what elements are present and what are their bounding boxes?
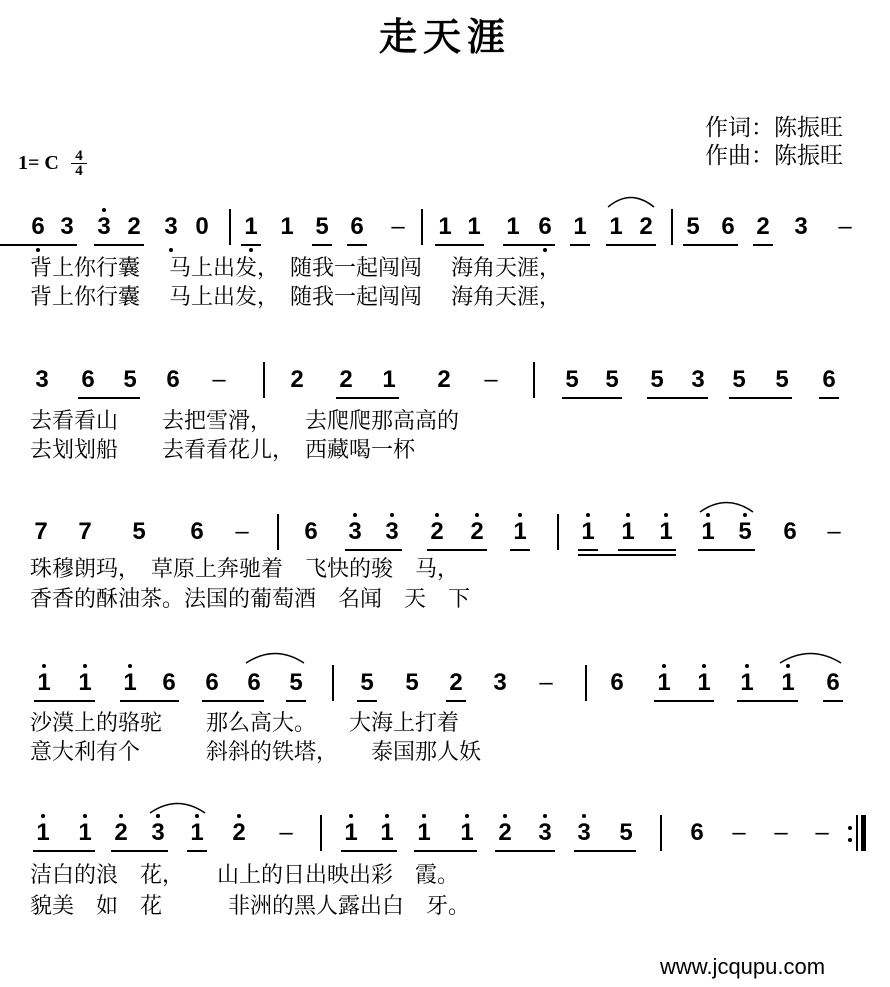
note: 1 [36, 819, 50, 846]
octave-up-dot [102, 208, 106, 212]
note: 5 [605, 366, 619, 393]
key-signature: 1= C [18, 152, 59, 174]
repeat-dot [848, 826, 852, 830]
sustain-dash: – [827, 518, 841, 545]
note: 6 [538, 213, 552, 240]
repeat-dot [848, 838, 852, 842]
note: 7 [34, 518, 48, 545]
note: 2 [756, 213, 770, 240]
note: 2 [290, 366, 304, 393]
octave-up-dot [743, 513, 747, 517]
eighth-underline [202, 700, 264, 702]
note: 1 [78, 819, 92, 846]
barline [277, 514, 279, 550]
note: 1 [280, 213, 294, 240]
note: 3 [60, 213, 74, 240]
barline [332, 665, 334, 701]
octave-up-dot [349, 814, 353, 818]
octave-up-dot [128, 664, 132, 668]
lyric-line: 珠穆朗玛， 草原上奔驰着 飞快的骏 马， [30, 557, 460, 582]
lyric-line: 背上你行囊 马上出发， 随我一起闯闯 海角天涯， [30, 285, 561, 310]
octave-up-dot [786, 664, 790, 668]
barline [421, 209, 423, 245]
eighth-underline [347, 244, 367, 246]
note: 7 [78, 518, 92, 545]
lyric-line: 沙漠上的骆驼 那么高大。 大海上打着 [30, 711, 460, 736]
note: 3 [577, 819, 591, 846]
note: 3 [691, 366, 705, 393]
barline [856, 815, 858, 851]
octave-up-dot [582, 814, 586, 818]
note: 5 [732, 366, 746, 393]
sustain-dash: – [484, 366, 498, 393]
eighth-underline [606, 244, 656, 246]
note: 1 [344, 819, 358, 846]
lyricist-credit: 作词：陈振旺 [705, 115, 843, 141]
note: 5 [565, 366, 579, 393]
sustain-dash: – [838, 213, 852, 240]
slur [244, 650, 306, 664]
note: 5 [775, 366, 789, 393]
eighth-underline [729, 397, 792, 399]
note: 5 [619, 819, 633, 846]
note: 2 [470, 518, 484, 545]
note: 1 [513, 518, 527, 545]
eighth-underline [241, 244, 261, 246]
barline [585, 665, 587, 701]
note: 6 [166, 366, 180, 393]
eighth-underline [120, 700, 179, 702]
barline [229, 209, 231, 245]
lyric-line: 意大利有个 斜斜的铁塔， 泰国那人妖 [30, 740, 482, 765]
note: 6 [304, 518, 318, 545]
eighth-underline [111, 850, 168, 852]
note: 1 [573, 213, 587, 240]
eighth-underline [823, 700, 843, 702]
barline [557, 514, 559, 550]
note: 6 [690, 819, 704, 846]
octave-down-dot [36, 248, 40, 252]
note: 2 [430, 518, 444, 545]
note: 6 [81, 366, 95, 393]
note: 3 [538, 819, 552, 846]
barline [671, 209, 673, 245]
note: 3 [151, 819, 165, 846]
barline [320, 815, 322, 851]
note: 2 [127, 213, 141, 240]
note: 1 [78, 669, 92, 696]
note: 1 [123, 669, 137, 696]
note: 1 [581, 518, 595, 545]
note: 5 [315, 213, 329, 240]
octave-up-dot [390, 513, 394, 517]
note: 1 [460, 819, 474, 846]
eighth-underline [336, 397, 399, 399]
eighth-underline [683, 244, 738, 246]
eighth-underline [570, 244, 590, 246]
note: 3 [35, 366, 49, 393]
lyric-line: 背上你行囊 马上出发， 随我一起闯闯 海角天涯， [30, 256, 561, 281]
note: 2 [339, 366, 353, 393]
note: 2 [437, 366, 451, 393]
eighth-underline [187, 850, 207, 852]
note: 1 [37, 669, 51, 696]
octave-up-dot [664, 513, 668, 517]
slur [778, 650, 843, 664]
eighth-underline [0, 244, 77, 246]
note: 3 [794, 213, 808, 240]
note: 1 [740, 669, 754, 696]
note: 6 [822, 366, 836, 393]
note: 5 [650, 366, 664, 393]
sixteenth-underline [578, 554, 676, 556]
note: 1 [438, 213, 452, 240]
octave-down-dot [543, 248, 547, 252]
lyric-line: 去看看山 去把雪滑， 去爬爬那高高的 [30, 409, 460, 434]
lyric-line: 洁白的浪 花， 山上的日出映出彩 霞。 [30, 863, 460, 888]
eighth-underline [94, 244, 144, 246]
note: 5 [738, 518, 752, 545]
octave-up-dot [662, 664, 666, 668]
octave-up-dot [586, 513, 590, 517]
note: 1 [380, 819, 394, 846]
lyric-line: 去划划船 去看看花儿， 西藏喝一杯 [30, 438, 416, 463]
octave-up-dot [745, 664, 749, 668]
note: 1 [781, 669, 795, 696]
eighth-underline [495, 850, 555, 852]
note: 1 [609, 213, 623, 240]
note: 1 [657, 669, 671, 696]
eighth-underline [414, 850, 477, 852]
website-watermark: www.jcqupu.com [660, 954, 826, 979]
octave-up-dot [435, 513, 439, 517]
time-signature-bottom: 4 [71, 163, 87, 178]
note: 6 [721, 213, 735, 240]
note: 5 [405, 669, 419, 696]
sustain-dash: – [212, 366, 226, 393]
eighth-underline [34, 700, 95, 702]
note: 5 [289, 669, 303, 696]
octave-up-dot [518, 513, 522, 517]
eighth-underline [654, 700, 714, 702]
eighth-underline [647, 397, 708, 399]
time-signature [71, 149, 87, 178]
note: 6 [190, 518, 204, 545]
lyric-line: 香香的酥油茶。法国的葡萄酒 名闻 天 下 [30, 587, 471, 612]
eighth-underline [427, 549, 487, 551]
eighth-underline [819, 397, 839, 399]
octave-down-dot [169, 248, 173, 252]
time-signature-top: 4 [75, 148, 83, 164]
note: 6 [826, 669, 840, 696]
sustain-dash: – [391, 213, 405, 240]
composer-credit: 作曲：陈振旺 [705, 143, 843, 169]
sustain-dash: – [815, 819, 829, 846]
eighth-underline [312, 244, 332, 246]
note: 2 [639, 213, 653, 240]
note: 1 [382, 366, 396, 393]
note: 1 [244, 213, 258, 240]
note: 2 [232, 819, 246, 846]
note: 6 [350, 213, 364, 240]
barline [533, 362, 535, 398]
sustain-dash: – [235, 518, 249, 545]
eighth-underline [562, 397, 622, 399]
note: 2 [498, 819, 512, 846]
octave-up-dot [706, 513, 710, 517]
octave-up-dot [543, 814, 547, 818]
lyric-line: 貌美 如 花 非洲的黑人露出白 牙。 [30, 894, 471, 919]
slur [606, 194, 656, 208]
note: 5 [360, 669, 374, 696]
eighth-underline [618, 549, 676, 551]
note: 6 [247, 669, 261, 696]
final-barline [861, 815, 866, 851]
eighth-underline [435, 244, 484, 246]
eighth-underline [33, 850, 95, 852]
note: 6 [31, 213, 45, 240]
eighth-underline [510, 549, 530, 551]
eighth-underline [286, 700, 306, 702]
note: 3 [385, 518, 399, 545]
octave-up-dot [83, 664, 87, 668]
eighth-underline [737, 700, 798, 702]
note: 6 [162, 669, 176, 696]
note: 1 [701, 518, 715, 545]
slur [698, 499, 755, 513]
eighth-underline [578, 549, 598, 551]
eighth-underline [503, 244, 555, 246]
octave-up-dot [42, 664, 46, 668]
eighth-underline [341, 850, 397, 852]
octave-up-dot [626, 513, 630, 517]
note: 5 [132, 518, 146, 545]
sustain-dash: – [732, 819, 746, 846]
note: 6 [205, 669, 219, 696]
octave-up-dot [422, 814, 426, 818]
note: 3 [164, 213, 178, 240]
slur [148, 800, 207, 814]
octave-up-dot [385, 814, 389, 818]
note: 0 [195, 213, 209, 240]
octave-up-dot [475, 513, 479, 517]
octave-up-dot [503, 814, 507, 818]
note: 1 [697, 669, 711, 696]
octave-up-dot [353, 513, 357, 517]
eighth-underline [574, 850, 636, 852]
eighth-underline [753, 244, 773, 246]
note: 2 [449, 669, 463, 696]
note: 6 [610, 669, 624, 696]
note: 3 [348, 518, 362, 545]
octave-up-dot [41, 814, 45, 818]
note: 2 [114, 819, 128, 846]
octave-up-dot [83, 814, 87, 818]
eighth-underline [357, 700, 377, 702]
octave-up-dot [119, 814, 123, 818]
eighth-underline [446, 700, 466, 702]
barline [660, 815, 662, 851]
note: 1 [506, 213, 520, 240]
sustain-dash: – [774, 819, 788, 846]
octave-up-dot [237, 814, 241, 818]
barline [263, 362, 265, 398]
note: 1 [467, 213, 481, 240]
note: 3 [493, 669, 507, 696]
note: 3 [97, 213, 111, 240]
note: 5 [123, 366, 137, 393]
octave-up-dot [702, 664, 706, 668]
note: 5 [686, 213, 700, 240]
sustain-dash: – [279, 819, 293, 846]
octave-up-dot [195, 814, 199, 818]
sustain-dash: – [539, 669, 553, 696]
octave-down-dot [249, 248, 253, 252]
octave-up-dot [465, 814, 469, 818]
eighth-underline [345, 549, 402, 551]
note: 1 [659, 518, 673, 545]
octave-up-dot [156, 814, 160, 818]
note: 1 [190, 819, 204, 846]
note: 1 [621, 518, 635, 545]
song-title: 走天涯 [378, 14, 511, 59]
note: 6 [783, 518, 797, 545]
note: 1 [417, 819, 431, 846]
eighth-underline [78, 397, 140, 399]
eighth-underline [698, 549, 755, 551]
